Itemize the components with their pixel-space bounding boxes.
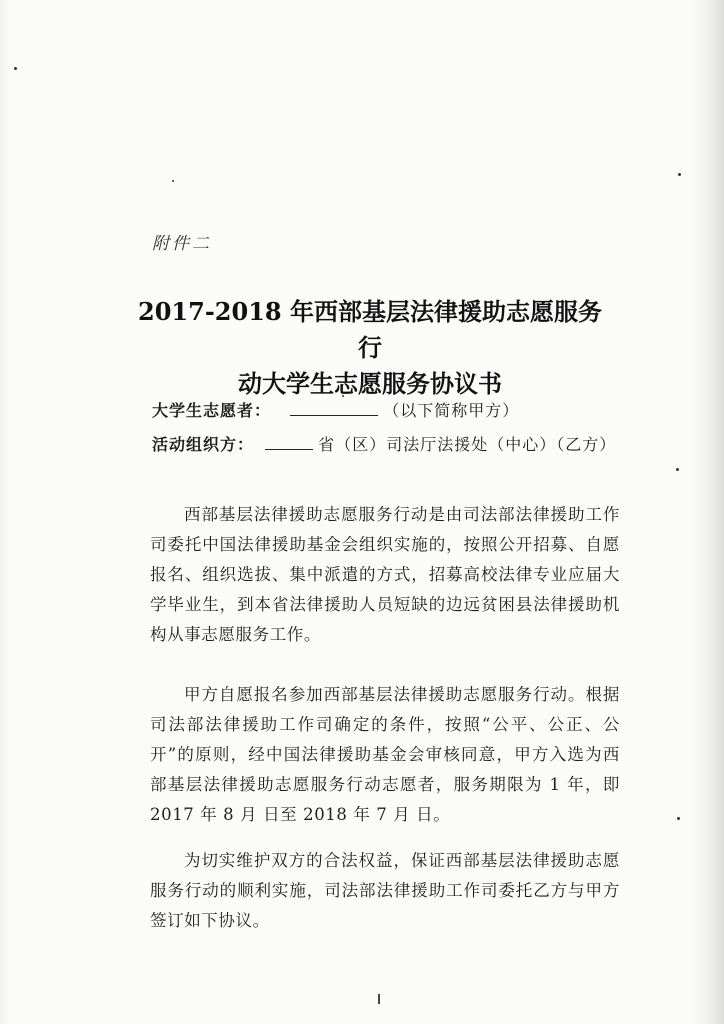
scan-speck (14, 67, 17, 70)
document-title (130, 294, 610, 402)
scan-speck (678, 173, 681, 176)
paragraph-2: 甲方自愿报名参加西部基层法律援助志愿服务行动。根据司法部法律援助工作司确定的条件，按照“公平、公正、公开”的原则，经中国法律援助基金会审核同意，甲方入选为西部基层法律援助志愿服务行动志愿者，服务期限为 1 年，即 2017 年 8 月 日至 2018 年 7 月 日。 (150, 685, 620, 824)
party-b-line (152, 432, 616, 455)
party-b-suffix: 省（区）司法厅法援处（中心）（乙方） (318, 435, 617, 454)
scan-speck (677, 817, 680, 820)
title-line-2: 动大学生志愿服务协议书 (238, 369, 502, 398)
party-b-label: 活动组织方： (152, 435, 255, 454)
attachment-label: 附件二 (152, 234, 212, 254)
scan-speck (676, 468, 679, 471)
party-a-label: 大学生志愿者： (152, 401, 272, 420)
paragraph-3: 为切实维护双方的合法权益，保证西部基层法律援助志愿服务行动的顺利实施，司法部法律援助工作司委托乙方与甲方签订如下协议。 (150, 851, 620, 930)
party-a-suffix: （以下简称甲方） (383, 401, 520, 420)
scan-speck (172, 180, 174, 182)
party-b-blank (265, 435, 313, 450)
paragraph-1: 西部基层法律援助志愿服务行动是由司法部法律援助工作司委托中国法律援助基金会组织实施的，按照公开招募、自愿报名、组织选拔、集中派遣的方式，招募高校法律专业应届大学毕业生，到本省法律援助人员短缺的边远贫困县法律援助机构从事志愿服务工作。 (150, 505, 620, 644)
scan-shadow-right (690, 0, 724, 1024)
page-mark (378, 994, 380, 1004)
party-a-line (152, 398, 519, 421)
scan-shadow-left (0, 0, 10, 1024)
party-a-blank (290, 401, 378, 416)
title-line-1: 2017-2018 年西部基层法律援助志愿服务行 (138, 297, 602, 362)
